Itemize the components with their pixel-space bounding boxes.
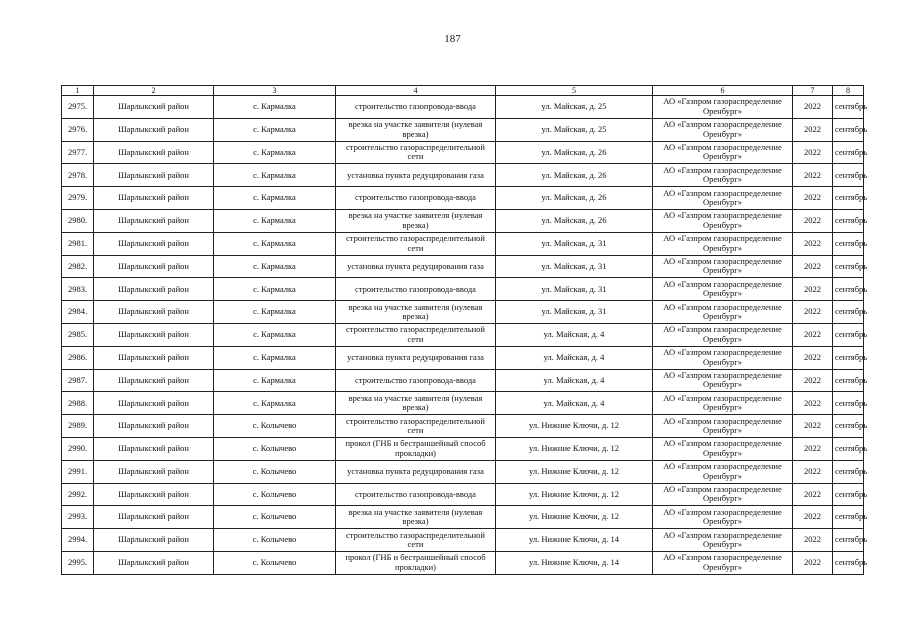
work-type-cell: врезка на участке заявителя (нулевая врезка) xyxy=(336,392,496,415)
work-type-cell: врезка на участке заявителя (нулевая врезка) xyxy=(336,506,496,529)
row-number: 2987. xyxy=(62,369,94,392)
year-cell: 2022 xyxy=(793,529,833,552)
organization-cell: АО «Газпром газораспределение Оренбург» xyxy=(653,301,793,324)
month-cell: сентябрь xyxy=(833,164,864,187)
table-row xyxy=(62,118,864,141)
locality-cell: с. Колычево xyxy=(214,483,336,506)
district-cell: Шарлыкский район xyxy=(94,551,214,574)
table-row xyxy=(62,460,864,483)
table-row xyxy=(62,187,864,210)
address-cell: ул. Нижние Ключи, д. 12 xyxy=(496,437,653,460)
column-header: 7 xyxy=(793,86,833,96)
locality-cell: с. Кармалка xyxy=(214,164,336,187)
address-cell: ул. Майская, д. 31 xyxy=(496,278,653,301)
month-cell: сентябрь xyxy=(833,278,864,301)
month-cell: сентябрь xyxy=(833,323,864,346)
table-row xyxy=(62,346,864,369)
row-number: 2979. xyxy=(62,187,94,210)
header-row xyxy=(62,86,864,96)
organization-cell: АО «Газпром газораспределение Оренбург» xyxy=(653,323,793,346)
row-number: 2990. xyxy=(62,437,94,460)
address-cell: ул. Майская, д. 26 xyxy=(496,209,653,232)
district-cell: Шарлыкский район xyxy=(94,506,214,529)
work-type-cell: строительство газопровода-ввода xyxy=(336,187,496,210)
year-cell: 2022 xyxy=(793,483,833,506)
locality-cell: с. Кармалка xyxy=(214,209,336,232)
work-type-cell: установка пункта редуцирования газа xyxy=(336,460,496,483)
locality-cell: с. Колычево xyxy=(214,415,336,438)
table-row xyxy=(62,164,864,187)
row-number: 2982. xyxy=(62,255,94,278)
organization-cell: АО «Газпром газораспределение Оренбург» xyxy=(653,506,793,529)
address-cell: ул. Майская, д. 26 xyxy=(496,164,653,187)
row-number: 2995. xyxy=(62,551,94,574)
month-cell: сентябрь xyxy=(833,346,864,369)
locality-cell: с. Колычево xyxy=(214,437,336,460)
month-cell: сентябрь xyxy=(833,369,864,392)
locality-cell: с. Кармалка xyxy=(214,278,336,301)
district-cell: Шарлыкский район xyxy=(94,232,214,255)
row-number: 2989. xyxy=(62,415,94,438)
locality-cell: с. Кармалка xyxy=(214,369,336,392)
work-type-cell: установка пункта редуцирования газа xyxy=(336,164,496,187)
district-cell: Шарлыкский район xyxy=(94,278,214,301)
address-cell: ул. Майская, д. 4 xyxy=(496,369,653,392)
address-cell: ул. Майская, д. 4 xyxy=(496,346,653,369)
work-type-cell: строительство газораспределительной сети xyxy=(336,529,496,552)
year-cell: 2022 xyxy=(793,346,833,369)
row-number: 2991. xyxy=(62,460,94,483)
district-cell: Шарлыкский район xyxy=(94,437,214,460)
address-cell: ул. Майская, д. 25 xyxy=(496,96,653,119)
address-cell: ул. Нижние Ключи, д. 12 xyxy=(496,415,653,438)
table-row xyxy=(62,141,864,164)
organization-cell: АО «Газпром газораспределение Оренбург» xyxy=(653,187,793,210)
table-row xyxy=(62,392,864,415)
month-cell: сентябрь xyxy=(833,460,864,483)
organization-cell: АО «Газпром газораспределение Оренбург» xyxy=(653,96,793,119)
work-type-cell: строительство газораспределительной сети xyxy=(336,232,496,255)
district-cell: Шарлыкский район xyxy=(94,301,214,324)
year-cell: 2022 xyxy=(793,323,833,346)
address-cell: ул. Нижние Ключи, д. 12 xyxy=(496,460,653,483)
district-cell: Шарлыкский район xyxy=(94,323,214,346)
locality-cell: с. Колычево xyxy=(214,529,336,552)
district-cell: Шарлыкский район xyxy=(94,369,214,392)
column-header: 8 xyxy=(833,86,864,96)
row-number: 2978. xyxy=(62,164,94,187)
organization-cell: АО «Газпром газораспределение Оренбург» xyxy=(653,209,793,232)
organization-cell: АО «Газпром газораспределение Оренбург» xyxy=(653,255,793,278)
month-cell: сентябрь xyxy=(833,301,864,324)
month-cell: сентябрь xyxy=(833,209,864,232)
row-number: 2993. xyxy=(62,506,94,529)
work-type-cell: врезка на участке заявителя (нулевая врезка) xyxy=(336,118,496,141)
table-row xyxy=(62,255,864,278)
organization-cell: АО «Газпром газораспределение Оренбург» xyxy=(653,369,793,392)
table-row xyxy=(62,506,864,529)
table-row xyxy=(62,96,864,119)
organization-cell: АО «Газпром газораспределение Оренбург» xyxy=(653,460,793,483)
address-cell: ул. Майская, д. 31 xyxy=(496,301,653,324)
month-cell: сентябрь xyxy=(833,483,864,506)
district-cell: Шарлыкский район xyxy=(94,209,214,232)
table-row xyxy=(62,232,864,255)
month-cell: сентябрь xyxy=(833,529,864,552)
address-cell: ул. Нижние Ключи, д. 14 xyxy=(496,529,653,552)
table-row xyxy=(62,437,864,460)
locality-cell: с. Кармалка xyxy=(214,323,336,346)
row-number: 2981. xyxy=(62,232,94,255)
year-cell: 2022 xyxy=(793,506,833,529)
row-number: 2976. xyxy=(62,118,94,141)
row-number: 2985. xyxy=(62,323,94,346)
table-row xyxy=(62,323,864,346)
year-cell: 2022 xyxy=(793,551,833,574)
year-cell: 2022 xyxy=(793,187,833,210)
locality-cell: с. Кармалка xyxy=(214,255,336,278)
month-cell: сентябрь xyxy=(833,551,864,574)
locality-cell: с. Колычево xyxy=(214,506,336,529)
locality-cell: с. Кармалка xyxy=(214,187,336,210)
address-cell: ул. Майская, д. 26 xyxy=(496,187,653,210)
row-number: 2983. xyxy=(62,278,94,301)
row-number: 2992. xyxy=(62,483,94,506)
work-type-cell: врезка на участке заявителя (нулевая врезка) xyxy=(336,301,496,324)
row-number: 2975. xyxy=(62,96,94,119)
work-type-cell: строительство газораспределительной сети xyxy=(336,141,496,164)
row-number: 2994. xyxy=(62,529,94,552)
address-cell: ул. Нижние Ключи, д. 12 xyxy=(496,506,653,529)
row-number: 2986. xyxy=(62,346,94,369)
work-type-cell: строительство газопровода-ввода xyxy=(336,96,496,119)
column-header: 6 xyxy=(653,86,793,96)
locality-cell: с. Кармалка xyxy=(214,392,336,415)
row-number: 2977. xyxy=(62,141,94,164)
year-cell: 2022 xyxy=(793,460,833,483)
table-row xyxy=(62,209,864,232)
month-cell: сентябрь xyxy=(833,415,864,438)
organization-cell: АО «Газпром газораспределение Оренбург» xyxy=(653,278,793,301)
table-header xyxy=(62,86,864,96)
work-type-cell: строительство газопровода-ввода xyxy=(336,369,496,392)
locality-cell: с. Кармалка xyxy=(214,141,336,164)
table-row xyxy=(62,483,864,506)
address-cell: ул. Нижние Ключи, д. 14 xyxy=(496,551,653,574)
gasification-table xyxy=(61,85,868,575)
month-cell: сентябрь xyxy=(833,118,864,141)
year-cell: 2022 xyxy=(793,232,833,255)
work-type-cell: строительство газораспределительной сети xyxy=(336,323,496,346)
column-header: 3 xyxy=(214,86,336,96)
year-cell: 2022 xyxy=(793,278,833,301)
address-cell: ул. Майская, д. 25 xyxy=(496,118,653,141)
year-cell: 2022 xyxy=(793,255,833,278)
work-type-cell: установка пункта редуцирования газа xyxy=(336,346,496,369)
district-cell: Шарлыкский район xyxy=(94,483,214,506)
address-cell: ул. Майская, д. 4 xyxy=(496,392,653,415)
work-type-cell: строительство газораспределительной сети xyxy=(336,415,496,438)
year-cell: 2022 xyxy=(793,369,833,392)
column-header: 5 xyxy=(496,86,653,96)
column-header: 1 xyxy=(62,86,94,96)
year-cell: 2022 xyxy=(793,164,833,187)
year-cell: 2022 xyxy=(793,415,833,438)
table-body xyxy=(62,96,868,575)
district-cell: Шарлыкский район xyxy=(94,529,214,552)
locality-cell: с. Кармалка xyxy=(214,346,336,369)
organization-cell: АО «Газпром газораспределение Оренбург» xyxy=(653,551,793,574)
district-cell: Шарлыкский район xyxy=(94,392,214,415)
month-cell: сентябрь xyxy=(833,255,864,278)
month-cell: сентябрь xyxy=(833,506,864,529)
table-row xyxy=(62,301,864,324)
locality-cell: с. Кармалка xyxy=(214,301,336,324)
month-cell: сентябрь xyxy=(833,187,864,210)
year-cell: 2022 xyxy=(793,392,833,415)
locality-cell: с. Колычево xyxy=(214,551,336,574)
organization-cell: АО «Газпром газораспределение Оренбург» xyxy=(653,483,793,506)
work-type-cell: врезка на участке заявителя (нулевая врезка) xyxy=(336,209,496,232)
organization-cell: АО «Газпром газораспределение Оренбург» xyxy=(653,232,793,255)
district-cell: Шарлыкский район xyxy=(94,164,214,187)
district-cell: Шарлыкский район xyxy=(94,346,214,369)
organization-cell: АО «Газпром газораспределение Оренбург» xyxy=(653,392,793,415)
year-cell: 2022 xyxy=(793,437,833,460)
organization-cell: АО «Газпром газораспределение Оренбург» xyxy=(653,437,793,460)
table-row xyxy=(62,278,864,301)
year-cell: 2022 xyxy=(793,96,833,119)
work-type-cell: прокол (ГНБ и бестраншейный способ прокладки) xyxy=(336,437,496,460)
row-number: 2980. xyxy=(62,209,94,232)
year-cell: 2022 xyxy=(793,118,833,141)
table-row xyxy=(62,415,864,438)
organization-cell: АО «Газпром газораспределение Оренбург» xyxy=(653,164,793,187)
year-cell: 2022 xyxy=(793,209,833,232)
locality-cell: с. Колычево xyxy=(214,460,336,483)
district-cell: Шарлыкский район xyxy=(94,141,214,164)
district-cell: Шарлыкский район xyxy=(94,255,214,278)
work-type-cell: строительство газопровода-ввода xyxy=(336,483,496,506)
district-cell: Шарлыкский район xyxy=(94,415,214,438)
organization-cell: АО «Газпром газораспределение Оренбург» xyxy=(653,529,793,552)
year-cell: 2022 xyxy=(793,301,833,324)
locality-cell: с. Кармалка xyxy=(214,96,336,119)
address-cell: ул. Майская, д. 4 xyxy=(496,323,653,346)
address-cell: ул. Майская, д. 31 xyxy=(496,255,653,278)
table-row xyxy=(62,551,864,574)
work-type-cell: установка пункта редуцирования газа xyxy=(336,255,496,278)
table-row xyxy=(62,369,864,392)
month-cell: сентябрь xyxy=(833,392,864,415)
district-cell: Шарлыкский район xyxy=(94,96,214,119)
table-row xyxy=(62,529,864,552)
address-cell: ул. Майская, д. 31 xyxy=(496,232,653,255)
column-header: 4 xyxy=(336,86,496,96)
month-cell: сентябрь xyxy=(833,437,864,460)
locality-cell: с. Кармалка xyxy=(214,232,336,255)
month-cell: сентябрь xyxy=(833,141,864,164)
month-cell: сентябрь xyxy=(833,96,864,119)
row-number: 2988. xyxy=(62,392,94,415)
year-cell: 2022 xyxy=(793,141,833,164)
page-number: 187 xyxy=(444,33,461,45)
organization-cell: АО «Газпром газораспределение Оренбург» xyxy=(653,141,793,164)
organization-cell: АО «Газпром газораспределение Оренбург» xyxy=(653,346,793,369)
district-cell: Шарлыкский район xyxy=(94,187,214,210)
organization-cell: АО «Газпром газораспределение Оренбург» xyxy=(653,415,793,438)
month-cell: сентябрь xyxy=(833,232,864,255)
district-cell: Шарлыкский район xyxy=(94,118,214,141)
row-number: 2984. xyxy=(62,301,94,324)
work-type-cell: прокол (ГНБ и бестраншейный способ прокладки) xyxy=(336,551,496,574)
organization-cell: АО «Газпром газораспределение Оренбург» xyxy=(653,118,793,141)
locality-cell: с. Кармалка xyxy=(214,118,336,141)
work-type-cell: строительство газопровода-ввода xyxy=(336,278,496,301)
district-cell: Шарлыкский район xyxy=(94,460,214,483)
column-header: 2 xyxy=(94,86,214,96)
address-cell: ул. Майская, д. 26 xyxy=(496,141,653,164)
address-cell: ул. Нижние Ключи, д. 12 xyxy=(496,483,653,506)
